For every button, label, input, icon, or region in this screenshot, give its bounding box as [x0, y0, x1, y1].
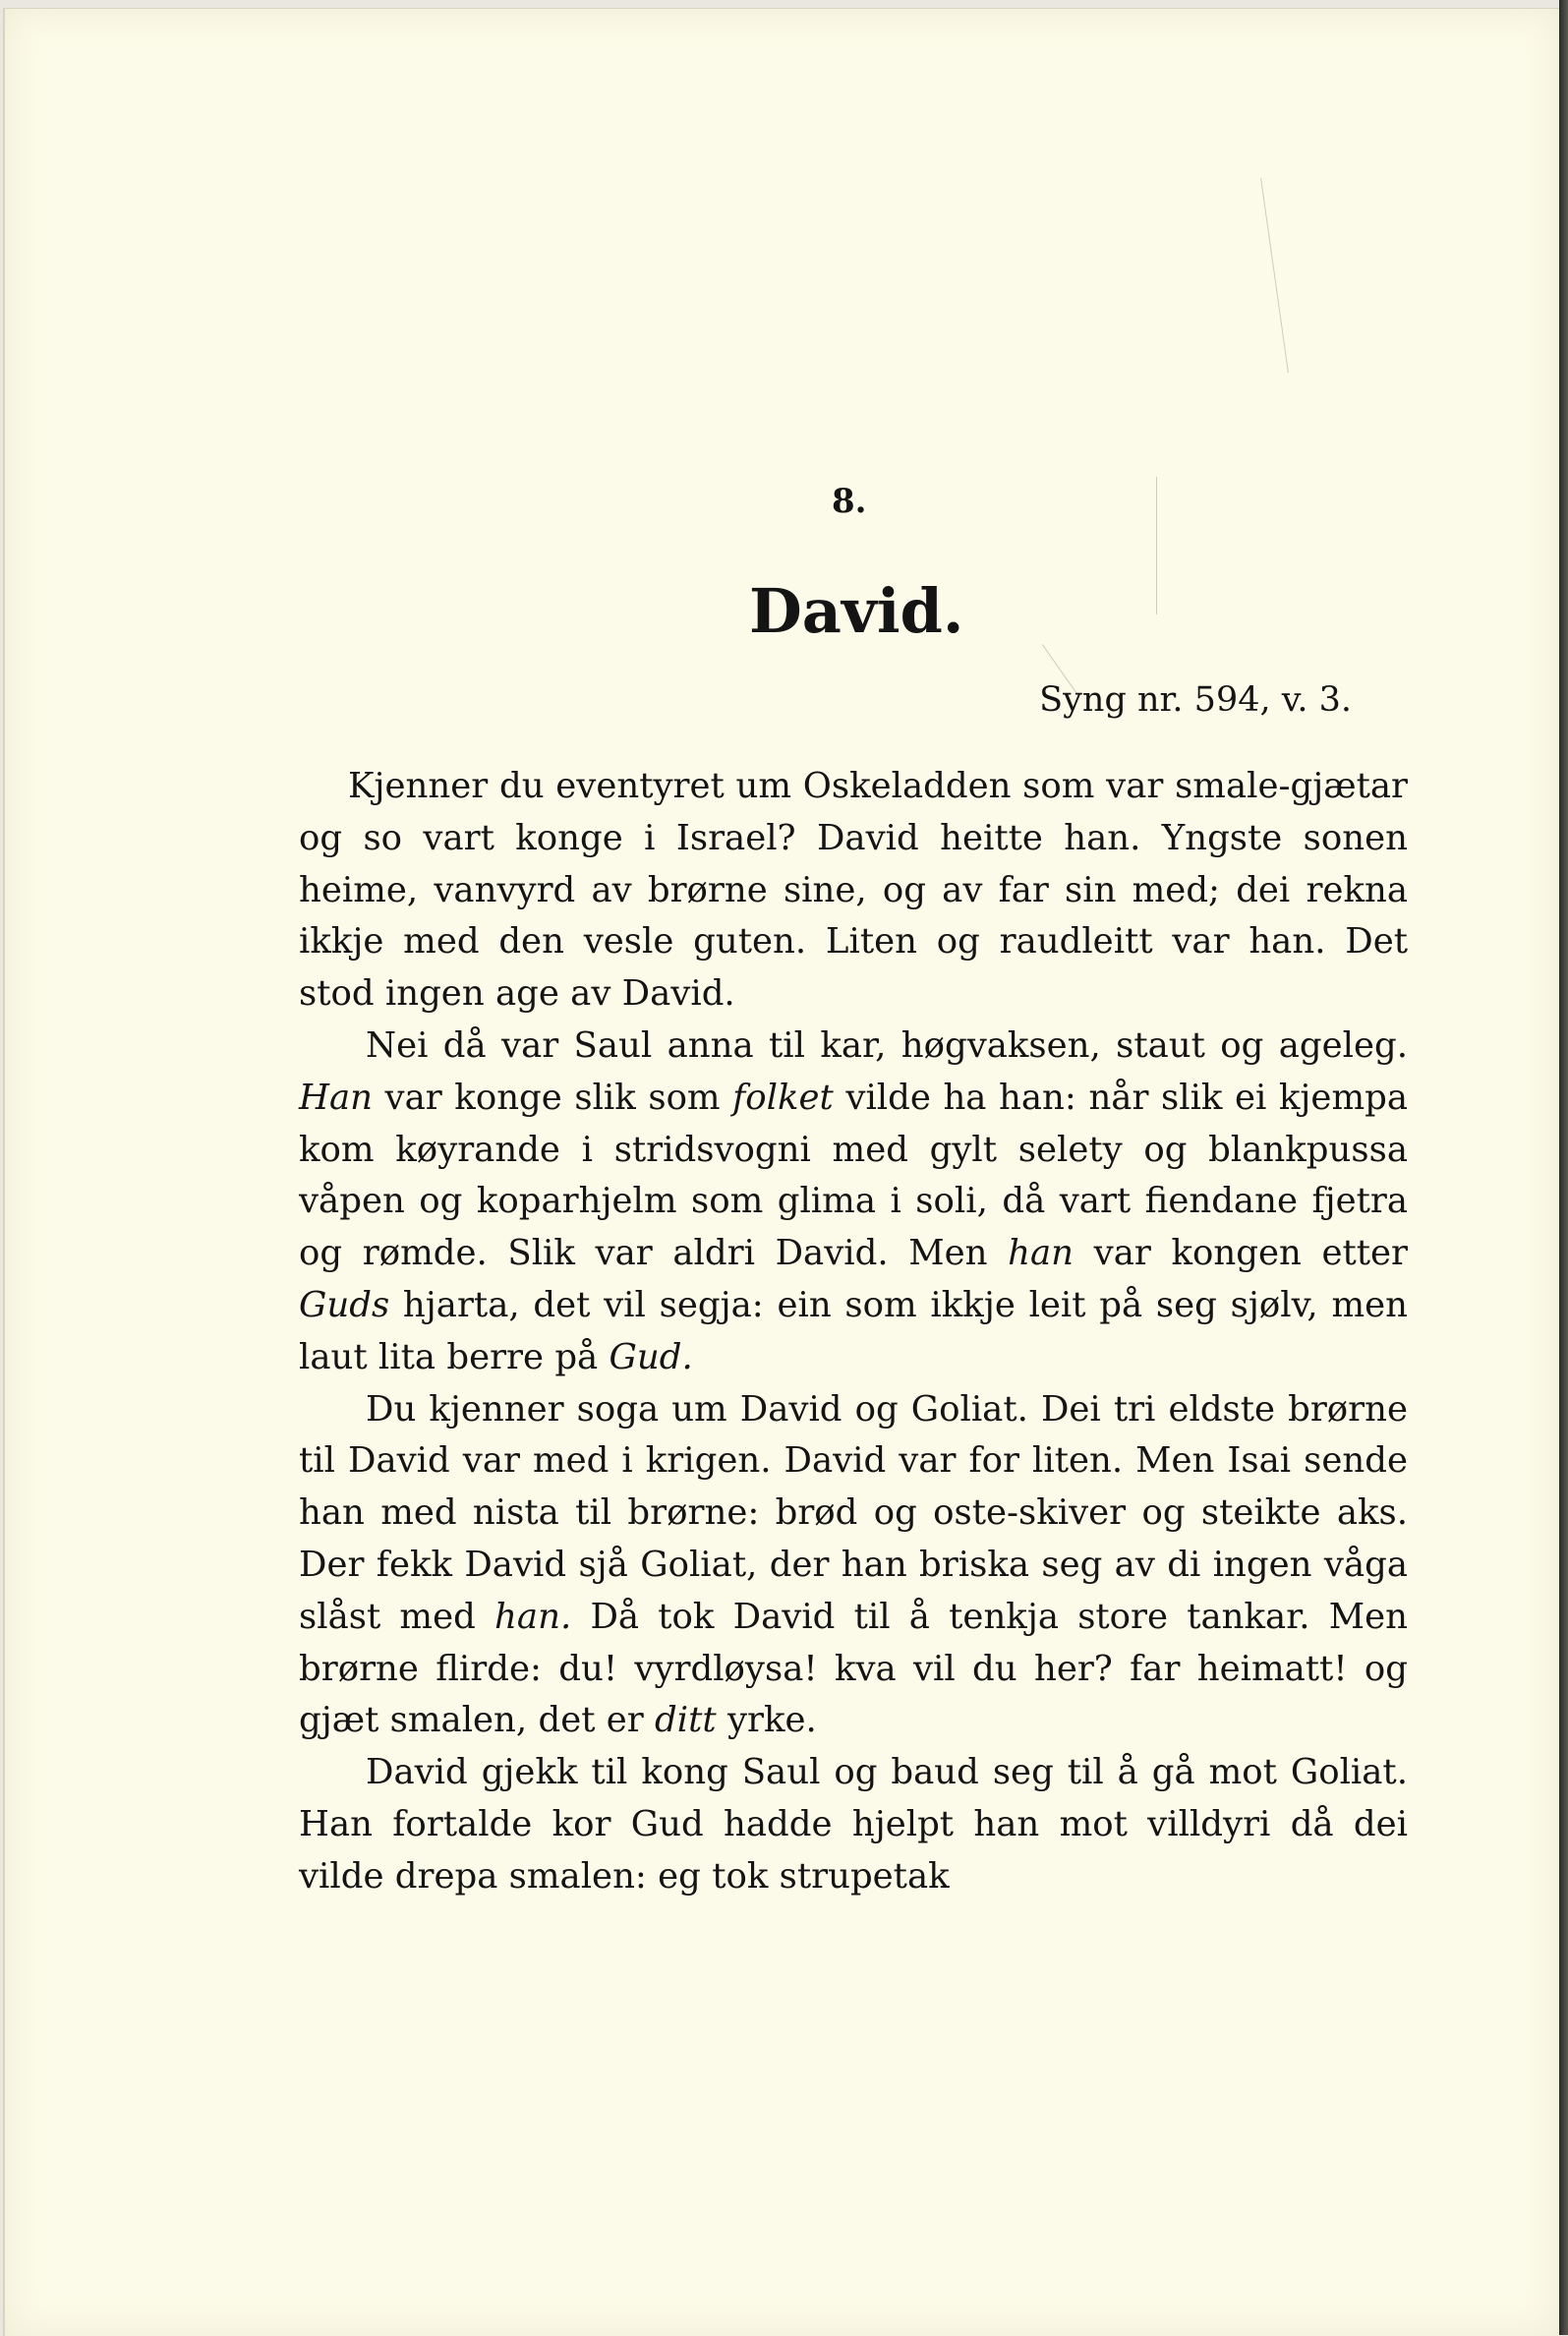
italic-run: Guds [299, 1284, 390, 1325]
body-text [299, 761, 1408, 1903]
paragraph [299, 1747, 1408, 1902]
italic-run: han [1008, 1233, 1074, 1274]
text-run: David gjekk til kong Saul og baud seg til å gå mot Goliat. Han fortalde kor Gud hadde hjelpt han mot villdyri då dei vilde drepa smalen: eg tok strupetak [299, 1752, 1408, 1897]
text-run: Nei då var Saul anna til kar, høgvaksen, staut og ageleg. [366, 1024, 1408, 1066]
text-run: yrke. [716, 1700, 817, 1741]
italic-run: Gud. [609, 1336, 693, 1377]
text-run: vilde ha han: når slik ei kjempa kom køyrande i stridsvogni med gylt selety og blankpussa våpen og koparhjelm som glima i soli, då vart fiendane fjetra og rømde. Slik var aldri David. Men [299, 1077, 1408, 1274]
text-run: hjarta, det vil segja: ein som ikkje leit på seg sjølv, men laut lita berre på [299, 1284, 1408, 1377]
italic-run: Han [299, 1077, 373, 1118]
text-run: var konge slik som [373, 1077, 733, 1118]
italic-run: ditt [655, 1700, 717, 1741]
hymn-reference: Syng nr. 594, v. 3. [1039, 680, 1352, 720]
paragraph [299, 761, 1408, 1021]
italic-run: folket [732, 1077, 834, 1118]
section-number: 8. [832, 482, 867, 521]
pencil-mark [1156, 477, 1157, 614]
paragraph [299, 1384, 1408, 1748]
italic-run: han. [494, 1596, 572, 1637]
text-run: Kjenner du eventyret um Oskeladden som var smale-gjætar og so vart konge i Israel? David heitte han. Yngste sonen heime, vanvyrd av brørne sine, og av far sin med; dei rekna ikkje med den vesle guten. Liten og raudleitt var han. Det stod ingen age av David. [299, 766, 1408, 1015]
text-run: Då tok David til å tenkja store tankar. Men brørne flirde: du! vyrdløysa! kva vil du her? far heimatt! og gjæt smalen, det er [299, 1596, 1408, 1741]
text-run: Du kjenner soga um David og Goliat. Dei tri eldste brørne til David var med i krigen. David var for liten. Men Isai sende han med nista til brørne: brød og oste-skiver og steikte aks. Der fekk David sjå Goliat, der han briska seg av di ingen våga slåst med [299, 1388, 1408, 1637]
scan-edge [1559, 0, 1568, 2335]
page-title: David. [749, 575, 964, 647]
paragraph [299, 1021, 1408, 1384]
text-run: var kongen etter [1074, 1233, 1408, 1274]
